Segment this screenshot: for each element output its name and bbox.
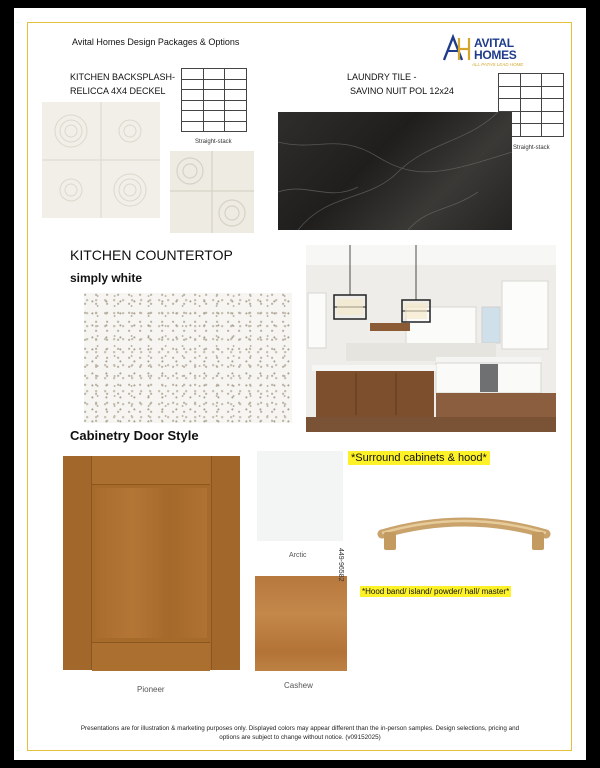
backsplash-tile-swatch [42,102,160,218]
backsplash-label-line2: RELICCA 4X4 DECKEL [70,86,166,96]
cashew-caption: Cashew [284,681,313,690]
arctic-caption: Arctic [289,552,307,559]
countertop-heading: KITCHEN COUNTERTOP [70,247,233,263]
laundry-pattern-caption: Straight-stack [513,145,550,151]
hardware-code: 449-96582 [337,548,344,582]
door-bottom-rail [92,642,210,671]
pioneer-door-swatch [63,456,239,670]
marble-veins-icon [278,112,512,230]
laundry-label-line1: LAUNDRY TILE - [347,72,417,82]
backsplash-tile-closeup [170,151,254,233]
logo-tagline: ALL PATHS LEAD HOME [472,62,524,67]
backsplash-pattern-caption: Straight-stack [195,139,232,145]
cabinet-pull-icon [374,504,554,554]
cabinetry-heading: Cabinetry Door Style [70,428,199,443]
countertop-swatch [84,293,292,423]
door-left-stile [63,456,92,670]
hood-note: *Hood band/ island/ powder/ hall/ master* [362,587,510,596]
pioneer-caption: Pioneer [137,685,165,694]
backsplash-pattern-grid [181,68,247,132]
cabinet-pull-hardware [374,504,554,554]
door-top-rail [92,456,210,485]
footer-line1: Presentations are for illustration & marketing purposes only. Displayed colors may appear different than the in-person samples. Design selections, pricing and [80,725,520,732]
backsplash-label-line1: KITCHEN BACKSPLASH- [70,72,176,82]
kitchen-scene-icon [306,245,556,432]
surround-note: *Surround cabinets & hood* [348,451,490,465]
laundry-label-line2: SAVINO NUIT POL 12x24 [350,86,454,96]
countertop-subheading: simply white [70,271,143,285]
logo-brand: AVITAL HOMES [474,36,517,62]
kitchen-photo [306,245,556,432]
cashew-swatch [255,576,347,671]
laundry-label [347,70,454,98]
door-center-panel [95,488,207,638]
door-right-stile [211,456,240,670]
avital-logo [442,32,544,68]
laundry-tile-swatch [278,112,512,230]
deckel-tile-closeup-icon [170,151,254,233]
footer-disclaimer [30,724,570,742]
arctic-swatch [257,451,343,541]
design-sheet [14,8,586,760]
backsplash-label [70,70,175,98]
footer-line2: options are subject to change without notice. (v09152025) [219,734,381,741]
avital-monogram-icon [442,34,472,62]
page-title: Avital Homes Design Packages & Options [72,37,240,47]
deckel-tile-pattern-icon [42,102,160,218]
